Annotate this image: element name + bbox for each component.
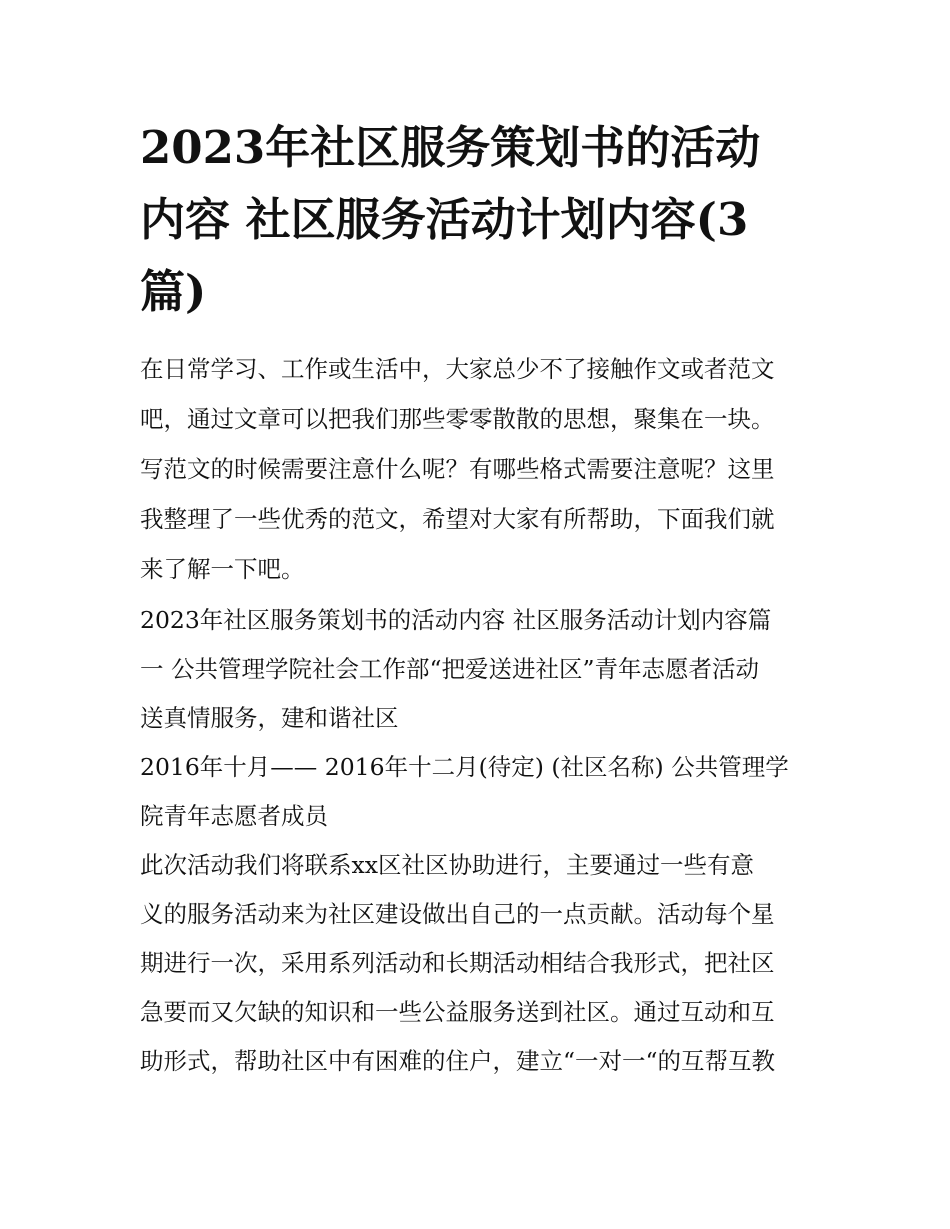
- body-line: 急要而又欠缺的知识和一些公益服务送到社区。通过互动和互: [140, 998, 775, 1026]
- section-heading-line: 2023年社区服务策划书的活动内容 社区服务活动计划内容篇: [140, 606, 772, 634]
- time-paragraph: [140, 743, 812, 841]
- document-title: [140, 112, 812, 328]
- intro-line: 吧，通过文章可以把我们那些零零散散的思想，聚集在一块。: [140, 405, 775, 433]
- title-line: 内容 社区服务活动计划内容(3: [140, 193, 749, 246]
- body-paragraph: [140, 841, 812, 1086]
- title-line: 篇): [140, 265, 207, 318]
- title-line: 2023年社区服务策划书的活动: [140, 121, 761, 174]
- section-heading-line: 送真情服务，建和谐社区: [140, 704, 399, 732]
- section-heading-paragraph: [140, 596, 812, 743]
- intro-line: 在日常学习、工作或生活中，大家总少不了接触作文或者范文: [140, 355, 775, 383]
- intro-line: 我整理了一些优秀的范文，希望对大家有所帮助，下面我们就: [140, 505, 775, 533]
- body-line: 义的服务活动来为社区建设做出自己的一点贡献。活动每个星: [140, 900, 775, 928]
- intro-paragraph: [140, 344, 812, 594]
- time-line: 院青年志愿者成员: [140, 802, 328, 830]
- time-line: 2016年十月—— 2016年十二月(待定) (社区名称) 公共管理学: [140, 753, 789, 781]
- document-page: [140, 112, 812, 1086]
- intro-line: 来了解一下吧。: [140, 555, 305, 583]
- body-line: 助形式，帮助社区中有困难的住户，建立“一对一“的互帮互教: [140, 1047, 776, 1075]
- body-line: 此次活动我们将联系xx区社区协助进行，主要通过一些有意: [140, 851, 755, 879]
- section-heading-line: 一 公共管理学院社会工作部“把爱送进社区”青年志愿者活动: [140, 655, 759, 683]
- body-line: 期进行一次，采用系列活动和长期活动相结合我形式，把社区: [140, 949, 775, 977]
- intro-line: 写范文的时候需要注意什么呢？有哪些格式需要注意呢？这里: [140, 455, 775, 483]
